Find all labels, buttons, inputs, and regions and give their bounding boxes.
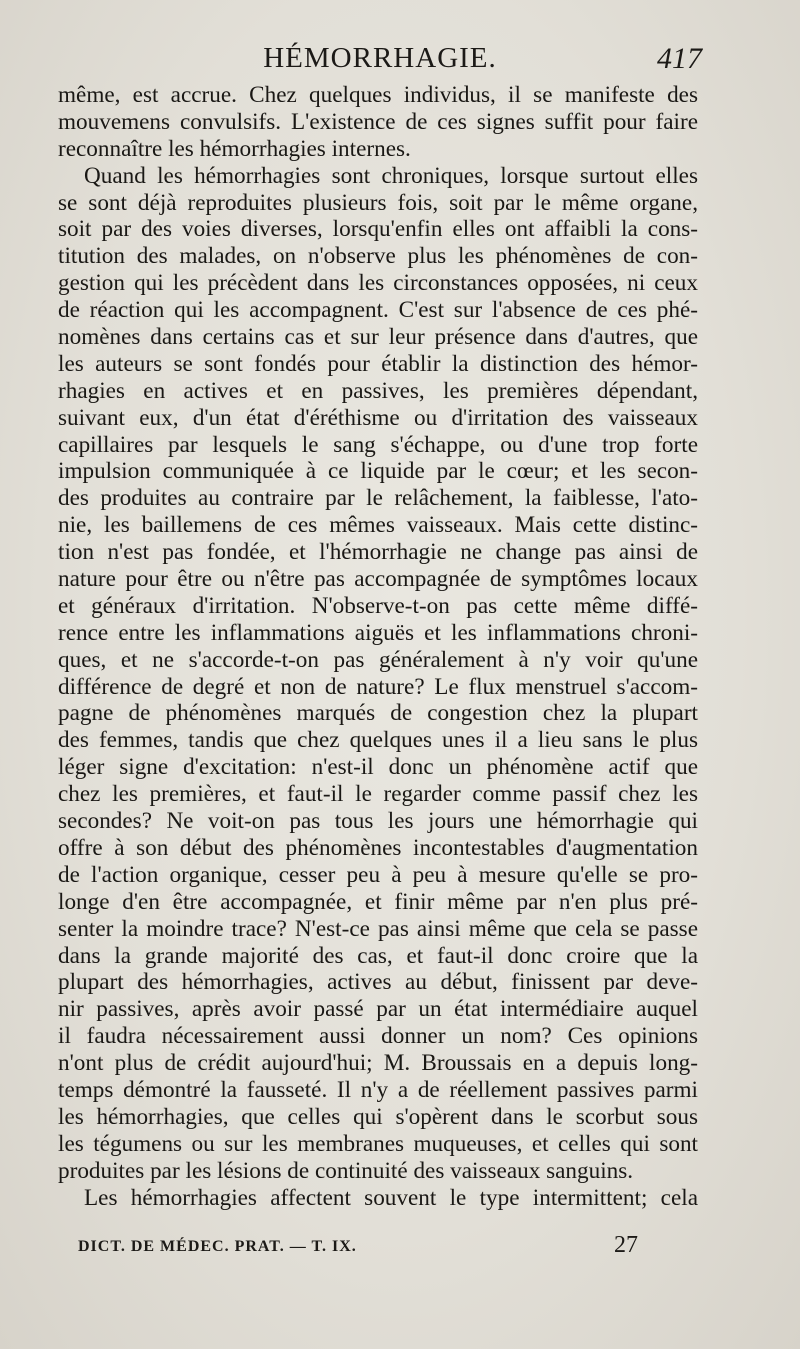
text-line: les hémorrhagies, que celles qui s'opèrent dans le scorbut sous [58,1103,698,1130]
text-line: temps démontré la fausseté. Il n'y a de réellement passives parmi [58,1076,698,1103]
text-line: il faudra nécessairement aussi donner un nom? Ces opinions [58,1023,698,1050]
text-line: secondes? Ne voit-on pas tous les jours une hémorrhagie qui [58,808,698,835]
text-line: reconnaître les hémorrhagies internes. [58,135,411,162]
body-text [58,82,698,1211]
text-line: capillaires par lesquels le sang s'échappe, ou d'une trop forte [58,431,698,458]
text-line: dans la grande majorité des cas, et faut-il donc croire que la [58,942,698,969]
text-line: nature pour être ou n'être pas accompagnée de symptômes locaux [58,566,698,593]
text-line: chez les premières, et faut-il le regarder comme passif chez les [58,781,698,808]
text-line: et généraux d'irritation. N'observe-t-on pas cette même diffé- [58,592,698,619]
text-line: nir passives, après avoir passé par un état intermédiaire auquel [58,996,698,1023]
page-header [0,42,800,82]
page-number: 417 [657,42,702,75]
text-line: pagne de phénomènes marqués de congestion chez la plupart [58,700,698,727]
text-line: Les hémorrhagies affectent souvent le type intermittent; cela [84,1184,698,1211]
text-line: les auteurs se sont fondés pour établir la distinction des hémor- [58,350,698,377]
page-footer [78,1232,678,1268]
text-line: se sont déjà reproduites plusieurs fois, soit par le même organe, [58,189,698,216]
text-line: mouvemens convulsifs. L'existence de ces signes suffit pour faire [58,108,698,135]
text-line: tion n'est pas fondée, et l'hémorrhagie ne change pas ainsi de [58,539,698,566]
text-line: n'ont plus de crédit aujourd'hui; M. Broussais en a depuis long- [58,1050,698,1077]
text-line: senter la moindre trace? N'est-ce pas ainsi même que cela se passe [58,915,698,942]
text-line: rence entre les inflammations aiguës et les inflammations chroni- [58,619,698,646]
text-line: nie, les baillemens de ces mêmes vaisseaux. Mais cette distinc- [58,512,698,539]
text-line: soit par des voies diverses, lorsqu'enfin elles ont affaibli la cons- [58,216,698,243]
text-line: gestion qui les précèdent dans les circonstances opposées, ni ceux [58,270,698,297]
text-line: léger signe d'excitation: n'est-il donc un phénomène actif que [58,754,698,781]
signature-number: 27 [614,1232,638,1258]
text-line: Quand les hémorrhagies sont chroniques, lorsque surtout elles [84,162,698,189]
text-line: de l'action organique, cesser peu à peu à mesure qu'elle se pro- [58,861,698,888]
text-line: titution des malades, on n'observe plus les phénomènes de con- [58,243,698,270]
text-line: nomènes dans certains cas et sur leur présence dans d'autres, que [58,324,698,351]
text-line: ques, et ne s'accorde-t-on pas généralement à n'y voir qu'une [58,646,698,673]
text-line: de réaction qui les accompagnent. C'est sur l'absence de ces phé- [58,297,698,324]
text-line: rhagies en actives et en passives, les premières dépendant, [58,377,698,404]
signature-mark: DICT. DE MÉDEC. PRAT. — T. IX. [78,1238,357,1255]
text-line: les tégumens ou sur les membranes muqueuses, et celles qui sont [58,1130,698,1157]
text-line: offre à son début des phénomènes incontestables d'augmentation [58,834,698,861]
text-line: suivant eux, d'un état d'éréthisme ou d'irritation des vaisseaux [58,404,698,431]
text-line: des femmes, tandis que chez quelques unes il a lieu sans le plus [58,727,698,754]
text-line: différence de degré et non de nature? Le flux menstruel s'accom- [58,673,698,700]
running-title: HÉMORRHAGIE. [263,42,497,74]
text-line: des produites au contraire par le relâchement, la faiblesse, l'ato- [58,485,698,512]
text-line: même, est accrue. Chez quelques individus, il se manifeste des [58,82,698,108]
text-line: produites par les lésions de continuité des vaisseaux sanguins. [58,1157,634,1184]
text-line: plupart des hémorrhagies, actives au début, finissent par deve- [58,969,698,996]
text-line: impulsion communiquée à ce liquide par le cœur; et les secon- [58,458,698,485]
text-line: longe d'en être accompagnée, et finir même par n'en plus pré- [58,888,698,915]
